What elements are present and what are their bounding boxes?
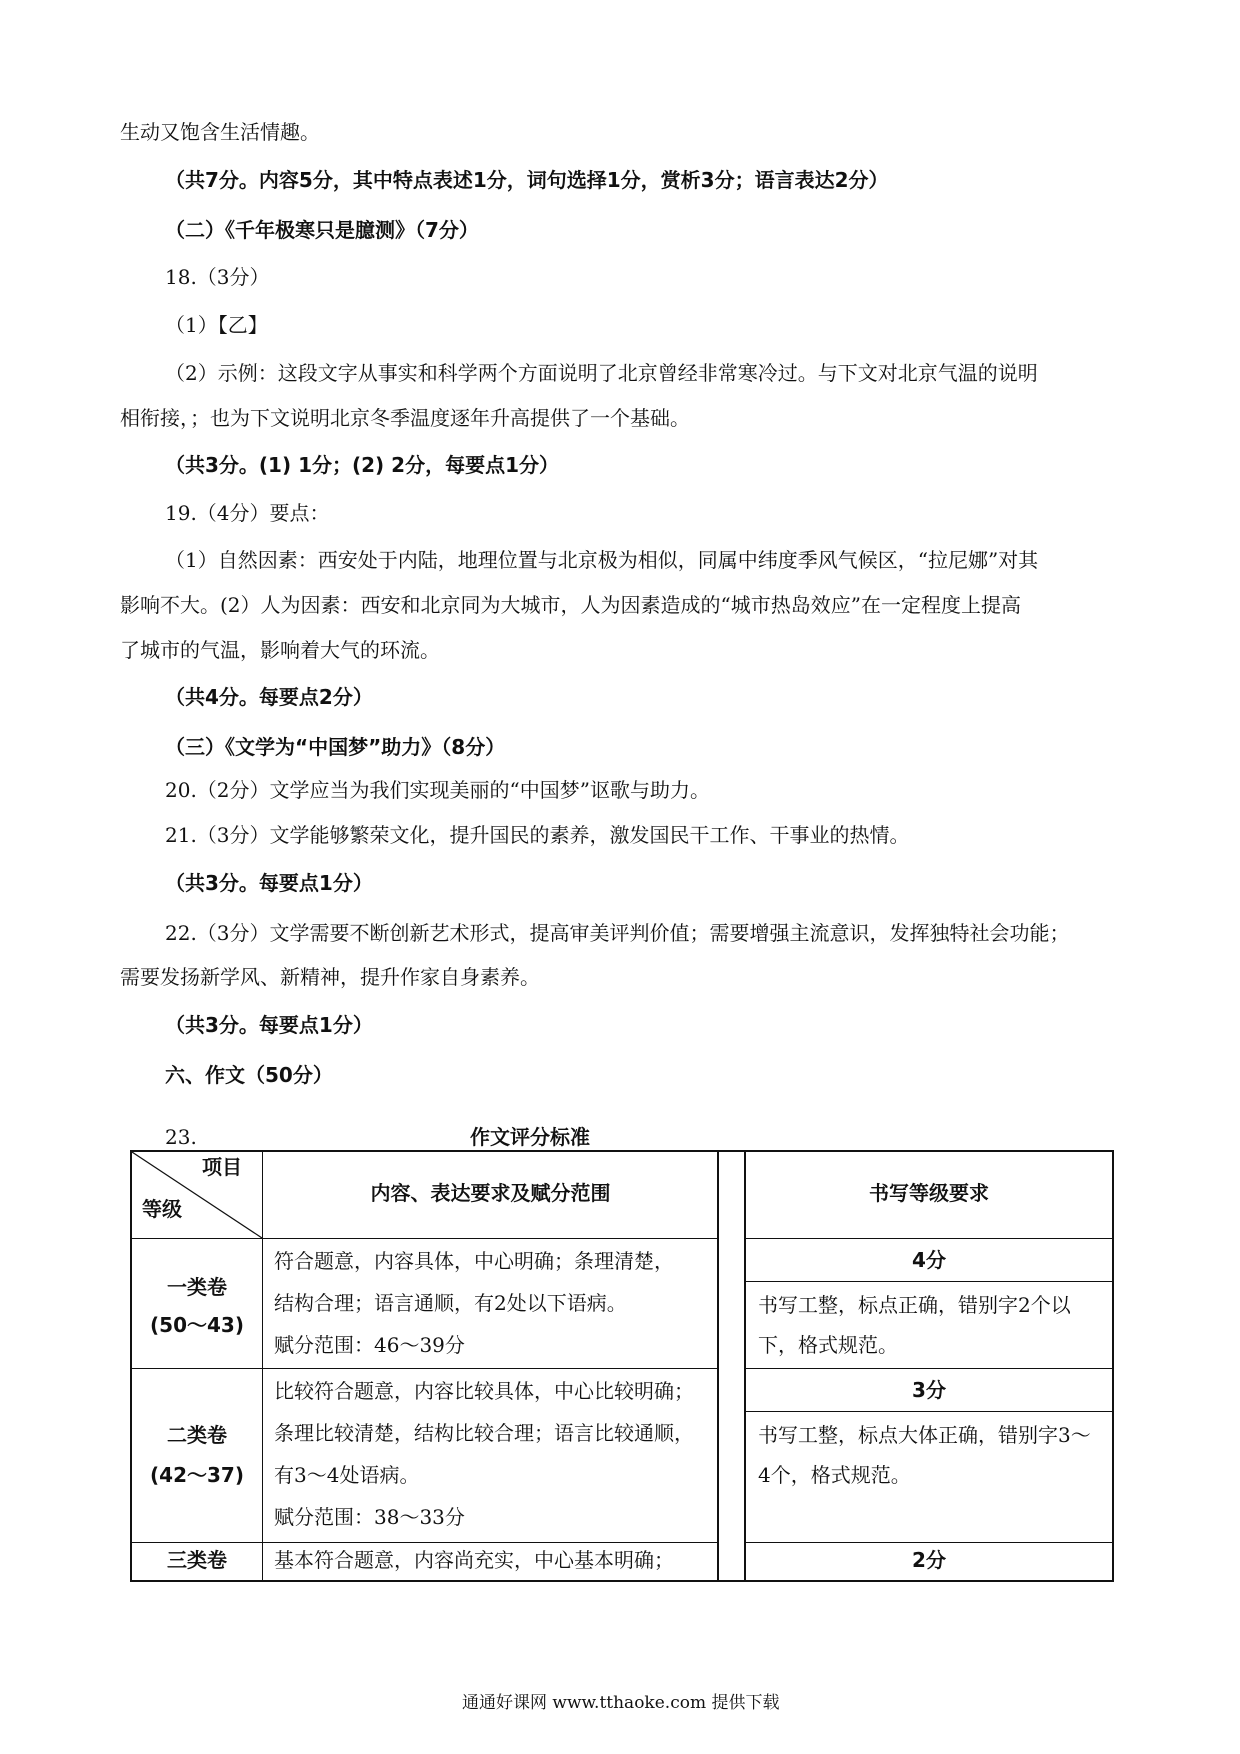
writing-line: 书写工整，标点正确，错别字2个以 — [758, 1293, 1071, 1317]
content-line: 赋分范围：38～33分 — [274, 1505, 465, 1529]
scoring-note: （共3分。每要点1分） — [165, 1013, 373, 1037]
grade-range: (42～37) — [150, 1463, 244, 1487]
answer-line: 影响不大。(2）人为因素：西安和北京同为大城市，人为因素造成的“城市热岛效应”在一定程度上提高 — [120, 593, 1021, 617]
answer-line: 20.（2分）文学应当为我们实现美丽的“中国梦”讴歌与助力。 — [165, 778, 710, 802]
writing-line: 4个，格式规范。 — [758, 1463, 911, 1487]
question-number: 23. — [165, 1125, 197, 1149]
writing-score: 3分 — [912, 1378, 946, 1402]
content-line: 基本符合题意，内容尚充实，中心基本明确； — [274, 1548, 674, 1572]
answer-line: 相衔接，；也为下文说明北京冬季温度逐年升高提供了一个基础。 — [120, 406, 690, 430]
writing-line: 下，格式规范。 — [758, 1333, 898, 1357]
scoring-note: （共3分。每要点1分） — [165, 871, 373, 895]
writing-score: 2分 — [912, 1548, 946, 1572]
answer-line: 需要发扬新学风、新精神，提升作家自身素养。 — [120, 965, 540, 989]
text-line: 生动又饱含生活情趣。 — [120, 120, 320, 144]
corner-label-item: 项目 — [202, 1155, 242, 1179]
grade-name: 二类卷 — [167, 1423, 227, 1447]
grade-range: (50～43) — [150, 1313, 244, 1337]
grade-name: 一类卷 — [167, 1275, 227, 1299]
content-line: 比较符合题意，内容比较具体，中心比较明确； — [274, 1379, 694, 1403]
grade-name: 三类卷 — [167, 1548, 227, 1572]
question-number: 19.（4分）要点： — [165, 501, 330, 525]
content-line: 符合题意，内容具体，中心明确；条理清楚， — [274, 1249, 674, 1273]
answer-line: 了城市的气温，影响着大气的环流。 — [120, 638, 440, 662]
scoring-table-content — [130, 1150, 719, 1582]
footer-text: 通通好课网 www.tthaoke.com 提供下载 — [462, 1693, 780, 1713]
scoring-note: （共7分。内容5分，其中特点表述1分，词句选择1分，赏析3分；语言表达2分） — [165, 168, 889, 192]
question-number: 18.（3分） — [165, 265, 270, 289]
corner-label-grade: 等级 — [142, 1197, 182, 1221]
section-heading: 六、作文（50分） — [165, 1063, 333, 1087]
content-line: 结构合理；语言通顺，有2处以下语病。 — [274, 1291, 627, 1315]
content-line: 赋分范围：46～39分 — [274, 1333, 465, 1357]
writing-score: 4分 — [912, 1248, 946, 1272]
header-content: 内容、表达要求及赋分范围 — [370, 1181, 611, 1205]
scoring-table-writing — [744, 1150, 1114, 1582]
scoring-note: （共4分。每要点2分） — [165, 685, 373, 709]
answer-line: （1）自然因素：西安处于内陆，地理位置与北京极为相似，同属中纬度季风气候区，“拉尼娜”对其 — [165, 548, 1039, 572]
answer-line: （2）示例：这段文字从事实和科学两个方面说明了北京曾经非常寒冷过。与下文对北京气温的说明 — [165, 361, 1038, 385]
header-writing: 书写等级要求 — [869, 1181, 989, 1205]
answer-line: 22.（3分）文学需要不断创新艺术形式，提高审美评判价值；需要增强主流意识，发挥独特社会功能； — [165, 921, 1070, 945]
scoring-note: （共3分。(1) 1分；(2) 2分，每要点1分） — [165, 453, 559, 477]
content-line: 条理比较清楚，结构比较合理；语言比较通顺， — [274, 1421, 694, 1445]
writing-line: 书写工整，标点大体正确，错别字3～ — [758, 1423, 1091, 1447]
content-line: 有3～4处语病。 — [274, 1463, 420, 1487]
answer-line: （1）【乙】 — [165, 313, 268, 337]
table-title: 作文评分标准 — [470, 1125, 590, 1149]
section-heading: （三）《文学为“中国梦”助力》（8分） — [165, 735, 506, 759]
answer-line: 21.（3分）文学能够繁荣文化，提升国民的素养，激发国民干工作、干事业的热情。 — [165, 823, 910, 847]
section-heading: （二）《千年极寒只是臆测》（7分） — [165, 218, 479, 242]
